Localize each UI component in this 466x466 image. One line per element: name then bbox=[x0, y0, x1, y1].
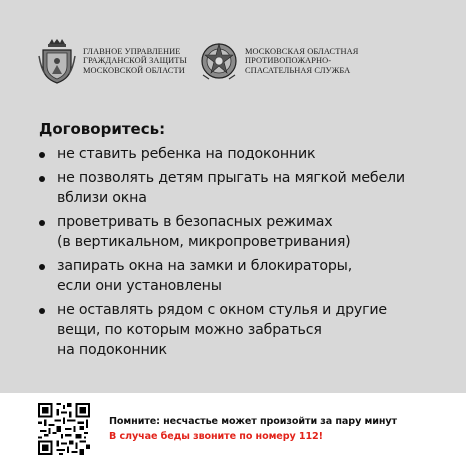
list-item-line: если они установлены bbox=[57, 278, 222, 294]
org-fire-rescue bbox=[199, 38, 358, 84]
advice-list bbox=[39, 144, 459, 364]
org-name-line: ПРОТИВОПОЖАРНО- bbox=[245, 56, 332, 66]
list-item-line: на подоконник bbox=[57, 342, 167, 358]
bullet-icon bbox=[39, 308, 45, 314]
bullet-icon bbox=[39, 220, 45, 226]
list-item bbox=[39, 300, 459, 360]
list-item-text bbox=[57, 256, 352, 296]
list-item-line: вещи, по которым можно забраться bbox=[57, 322, 322, 338]
list-item bbox=[39, 212, 459, 252]
list-item-text bbox=[57, 212, 351, 252]
list-item-line: вблизи окна bbox=[57, 190, 147, 206]
org-civil-defense-name bbox=[83, 47, 187, 76]
org-name-line: ГРАЖДАНСКОЙ ЗАЩИТЫ bbox=[83, 56, 187, 66]
list-item-line: запирать окна на замки и блокираторы, bbox=[57, 258, 352, 274]
list-item-line: не позволять детям прыгать на мягкой мебели bbox=[57, 170, 405, 186]
org-fire-rescue-name bbox=[245, 47, 358, 76]
list-item-line: проветривать в безопасных режимах bbox=[57, 214, 333, 230]
bullet-icon bbox=[39, 152, 45, 158]
org-civil-defense bbox=[37, 38, 187, 84]
list-item bbox=[39, 256, 459, 296]
org-name-line: ГЛАВНОЕ УПРАВЛЕНИЕ bbox=[83, 46, 181, 56]
reminder-text: Помните: несчастье может произойти за пару минут bbox=[109, 416, 397, 427]
footer-bar bbox=[0, 393, 466, 466]
header bbox=[37, 38, 446, 88]
list-item-text bbox=[57, 300, 387, 360]
qr-code-icon[interactable] bbox=[38, 403, 90, 455]
footer-text bbox=[109, 414, 397, 444]
list-item-text bbox=[57, 144, 315, 164]
moscow-region-coat-of-arms-icon bbox=[37, 38, 77, 84]
fire-rescue-service-emblem-icon bbox=[199, 38, 239, 84]
org-name-line: МОСКОВСКАЯ ОБЛАСТНАЯ bbox=[245, 46, 359, 56]
page-heading: Договоритесь: bbox=[39, 120, 166, 138]
org-name-line: СПАСАТЕЛЬНАЯ СЛУЖБА bbox=[245, 65, 351, 75]
org-name-line: МОСКОВСКОЙ ОБЛАСТИ bbox=[83, 65, 185, 75]
list-item-line: не оставлять рядом с окном стулья и другие bbox=[57, 302, 387, 318]
list-item bbox=[39, 144, 459, 164]
list-item bbox=[39, 168, 459, 208]
list-item-text bbox=[57, 168, 405, 208]
list-item-line: не ставить ребенка на подоконник bbox=[57, 146, 316, 162]
list-item-line: (в вертикальном, микропроветривания) bbox=[57, 234, 351, 250]
bullet-icon bbox=[39, 176, 45, 182]
bullet-icon bbox=[39, 264, 45, 270]
emergency-number-text: В случае беды звоните по номеру 112! bbox=[109, 431, 323, 442]
